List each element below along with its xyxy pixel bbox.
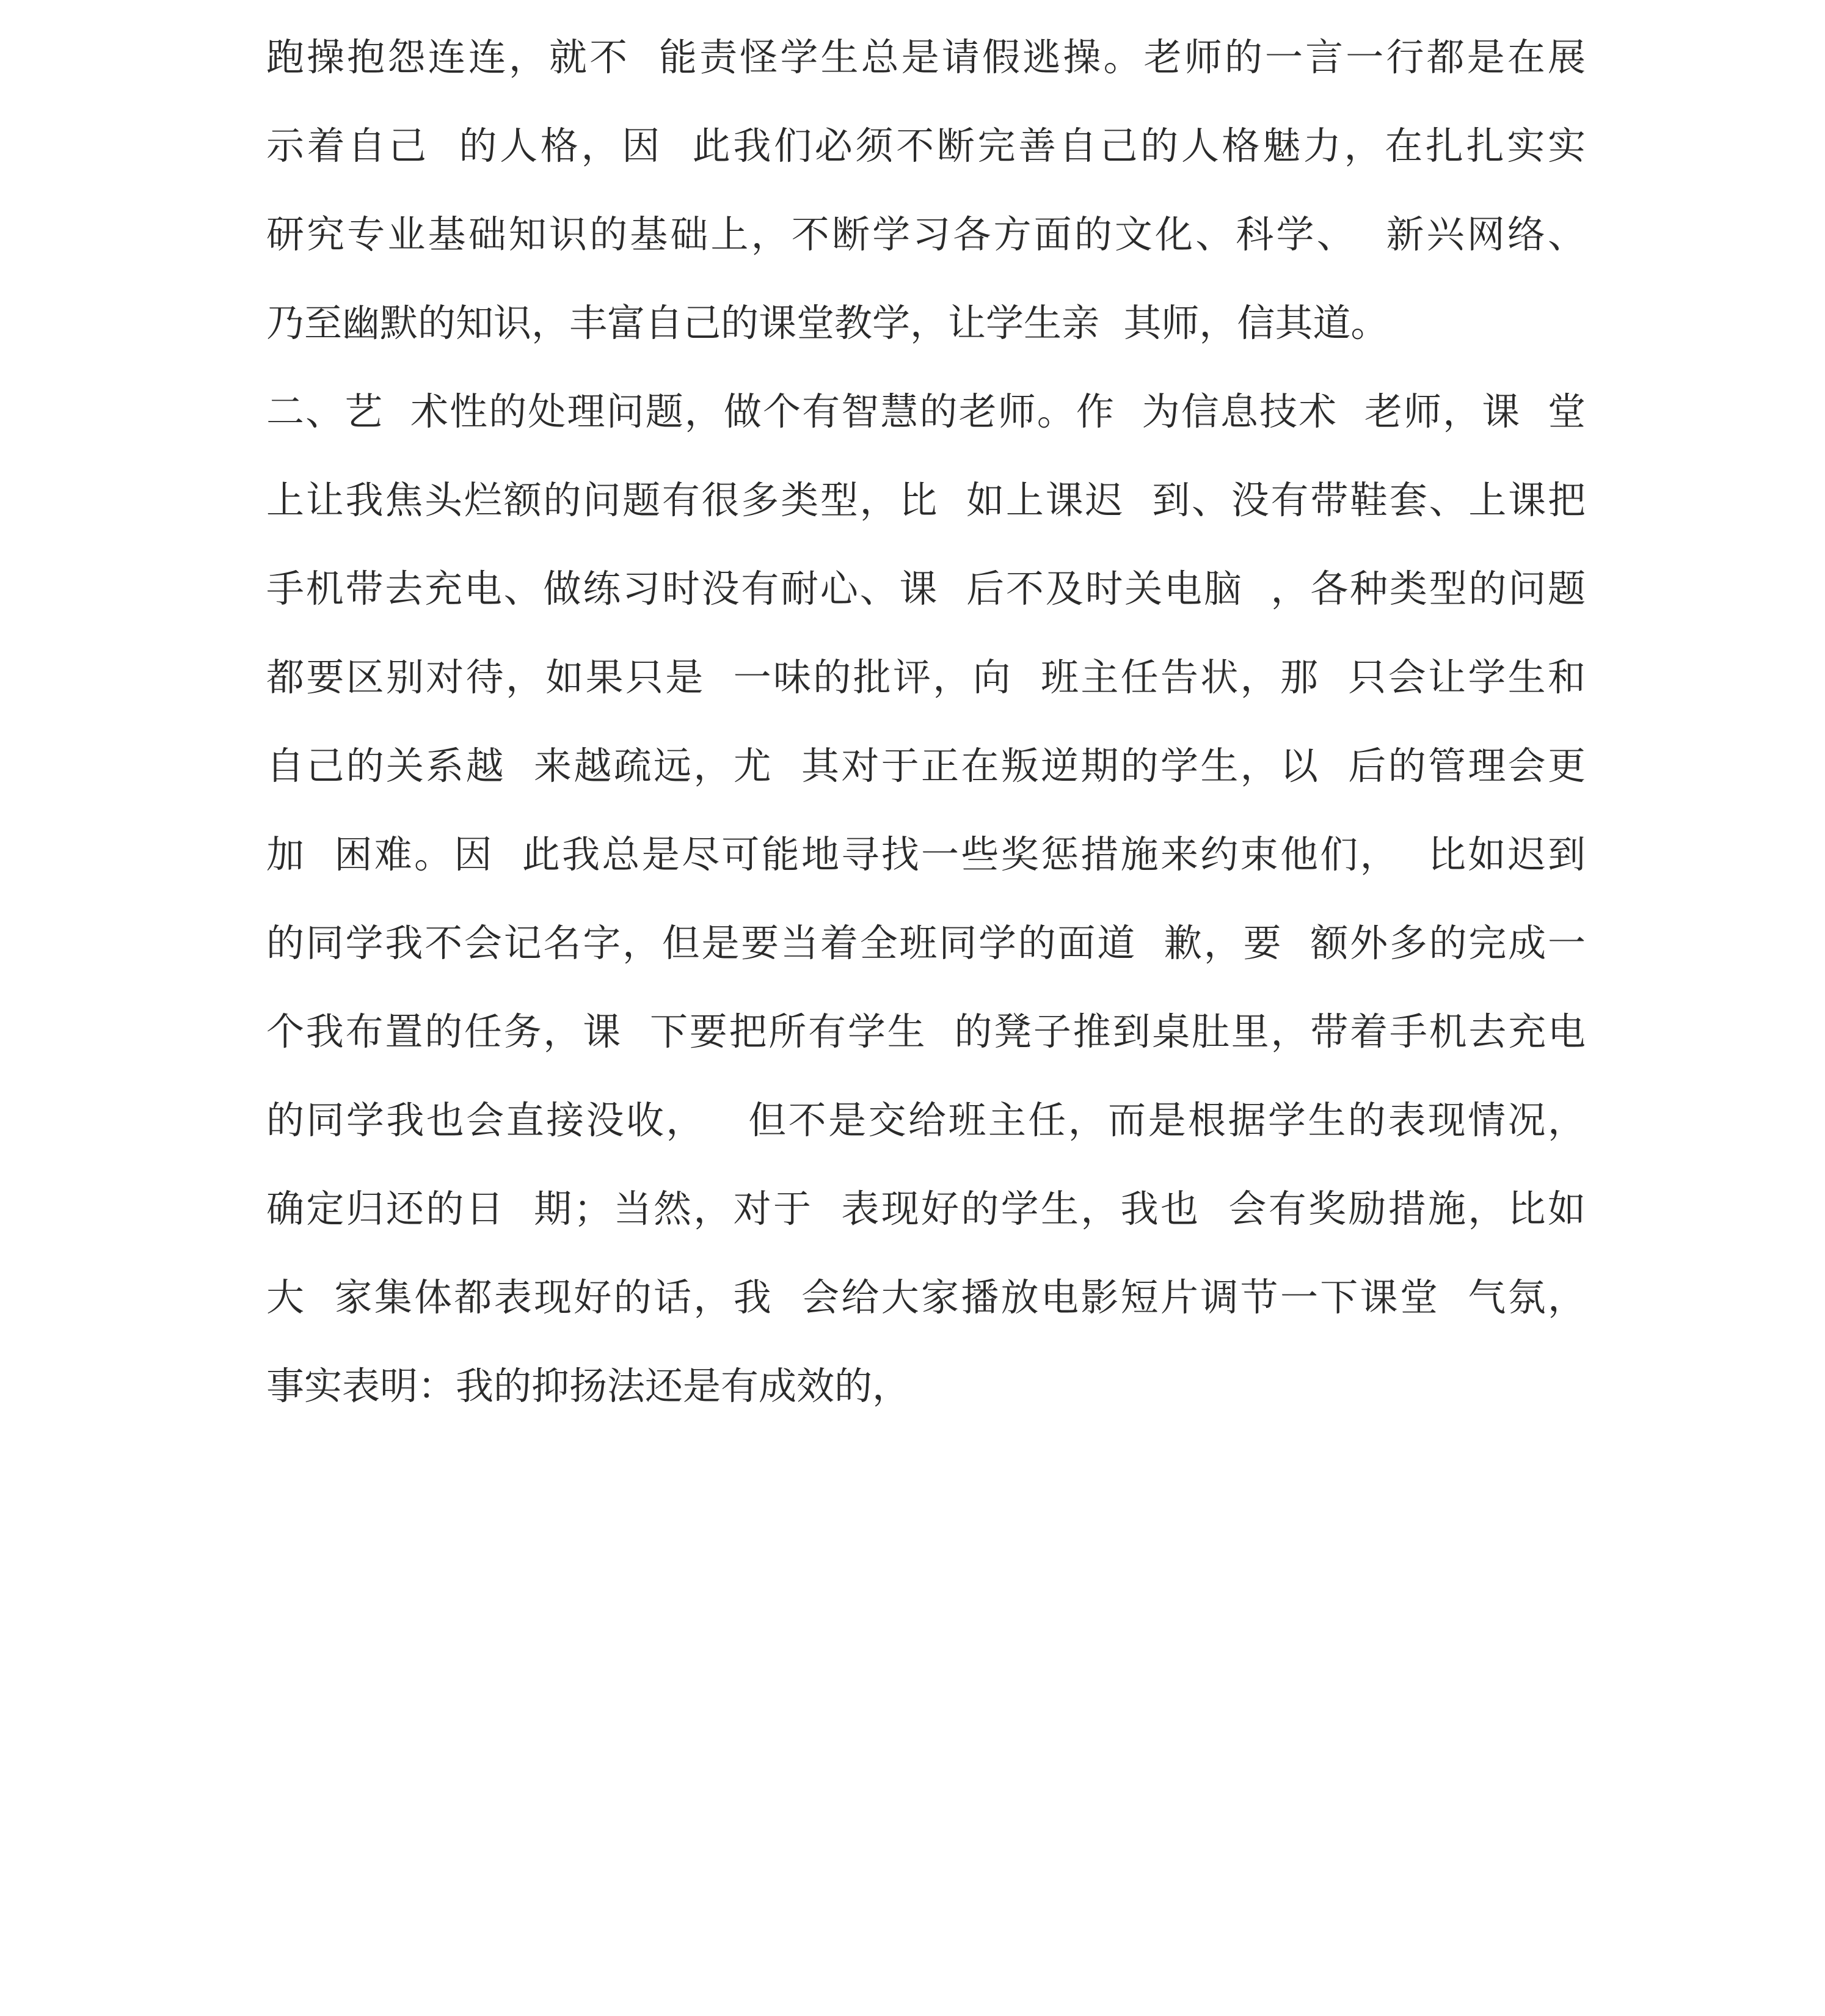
- text-line: 自己的关系越 来越疏远，尤 其对于正在叛逆期的学生，以 后的管理会更: [266, 743, 1586, 788]
- text-line: 手机带去充电、做练习时没有耐心、课 后不及时关电脑 ，各种类型的问题: [266, 566, 1586, 611]
- text-line: 确定归还的日 期；当然，对于 表现好的学生，我也 会有奖励措施，比如: [266, 1186, 1586, 1231]
- text-line: 乃至幽默的知识，丰富自己的课堂教学，让学生亲 其师，信其道。: [266, 301, 1389, 345]
- text-line: 二、艺 术性的处理问题，做个有智慧的老师。作 为信息技术 老师，课 堂: [266, 389, 1586, 434]
- text-line: 加 困难。因 此我总是尽可能地寻找一些奖惩措施来约束他们， 比如迟到: [266, 832, 1586, 877]
- text-line: 大 家集体都表现好的话，我 会给大家播放电影短片调节一下课堂 气氛，: [266, 1275, 1586, 1320]
- text-line: 个我布置的任务，课 下要把所有学生 的凳子推到桌肚里，带着手机去充电: [266, 1009, 1586, 1054]
- text-line: 的同学我不会记名字，但是要当着全班同学的面道 歉，要 额外多的完成一: [266, 921, 1586, 965]
- text-line: 上让我焦头烂额的问题有很多类型，比 如上课迟 到、没有带鞋套、上课把: [266, 478, 1586, 522]
- text-line: 研究专业基础知识的基础上，不断学习各方面的文化、科学、 新兴网络、: [266, 212, 1586, 257]
- text-line: 跑操抱怨连连，就不 能责怪学生总是请假逃操。老师的一言一行都是在展: [266, 35, 1586, 79]
- text-line: 示着自己 的人格，因 此我们必须不断完善自己的人格魅力，在扎扎实实: [266, 123, 1586, 168]
- text-line: 事实表明：我的抑扬法还是有成效的，: [266, 1364, 911, 1408]
- text-line: 的同学我也会直接没收， 但不是交给班主任，而是根据学生的表现情况，: [266, 1098, 1586, 1142]
- body-text: [266, 32, 1586, 1449]
- text-line: 都要区别对待，如果只是 一味的批评，向 班主任告状，那 只会让学生和: [266, 655, 1586, 699]
